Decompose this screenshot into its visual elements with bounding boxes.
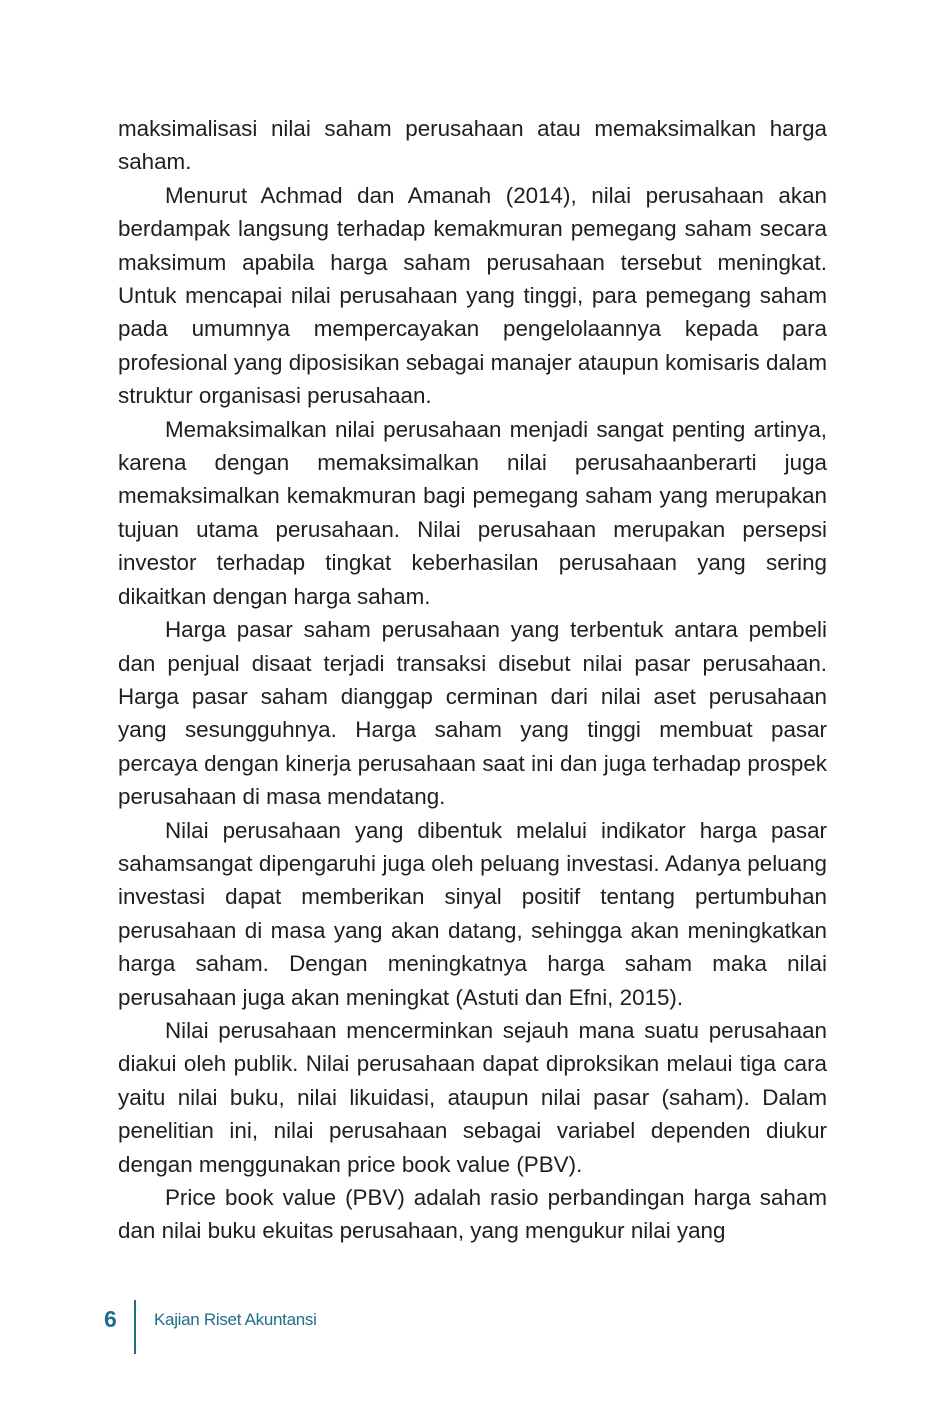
paragraph: Nilai perusahaan mencerminkan sejauh mana suatu perusahaan diakui oleh publik. Nilai perusahaan dapat diproksikan melaui tiga cara yaitu nilai buku, nilai likuidasi, ataupun nilai pasar (saham). Dalam penelitian ini, nilai perusahaan sebagai variabel dependen diukur dengan menggunakan price book value (PBV). [118, 1017, 827, 1177]
page-footer [0, 1300, 945, 1360]
paragraph: maksimalisasi nilai saham perusahaan atau memaksimalkan harga saham. [118, 116, 827, 175]
paragraph: Menurut Achmad dan Amanah (2014), nilai perusahaan akan berdampak langsung terhadap kemakmuran pemegang saham secara maksimum apabila harga saham perusahaan tersebut meningkat. Untuk mencapai nilai perusahaan yang tinggi, para pemegang saham pada umumnya mempercayakan pengelolaannya kepada para profesional yang diposisikan sebagai manajer ataupun komisaris dalam struktur organisasi perusahaan. [118, 182, 827, 409]
running-title: Kajian Riset Akuntansi [154, 1310, 317, 1329]
paragraph: Price book value (PBV) adalah rasio perbandingan harga saham dan nilai buku ekuitas perusahaan, yang mengukur nilai yang [118, 1185, 827, 1244]
paragraph: Harga pasar saham perusahaan yang terbentuk antara pembeli dan penjual disaat terjadi transaksi disebut nilai pasar perusahaan. Harga pasar saham dianggap cerminan dari nilai aset perusahaan yang sesungguhnya. Harga saham yang tinggi membuat pasar percaya dengan kinerja perusahaan saat ini dan juga terhadap prospek perusahaan di masa mendatang. [118, 617, 827, 810]
page-number: 6 [104, 1306, 117, 1332]
paragraph: Memaksimalkan nilai perusahaan menjadi sangat penting artinya, karena dengan memaksimalkan nilai perusahaanberarti juga memaksimalkan kemakmuran bagi pemegang saham yang merupakan tujuan utama perusahaan. Nilai perusahaan merupakan persepsi investor terhadap tingkat keberhasilan perusahaan yang sering dikaitkan dengan harga saham. [118, 416, 827, 609]
footer-divider [134, 1300, 136, 1354]
paragraph: Nilai perusahaan yang dibentuk melalui indikator harga pasar sahamsangat dipengaruhi juga oleh peluang investasi. Adanya peluang investasi dapat memberikan sinyal positif tentang pertumbuhan perusahaan di masa yang akan datang, sehingga akan meningkatkan harga saham. Dengan meningkatnya harga saham maka nilai perusahaan juga akan meningkat (Astuti dan Efni, 2015). [118, 817, 827, 1010]
body-text [118, 112, 827, 1248]
